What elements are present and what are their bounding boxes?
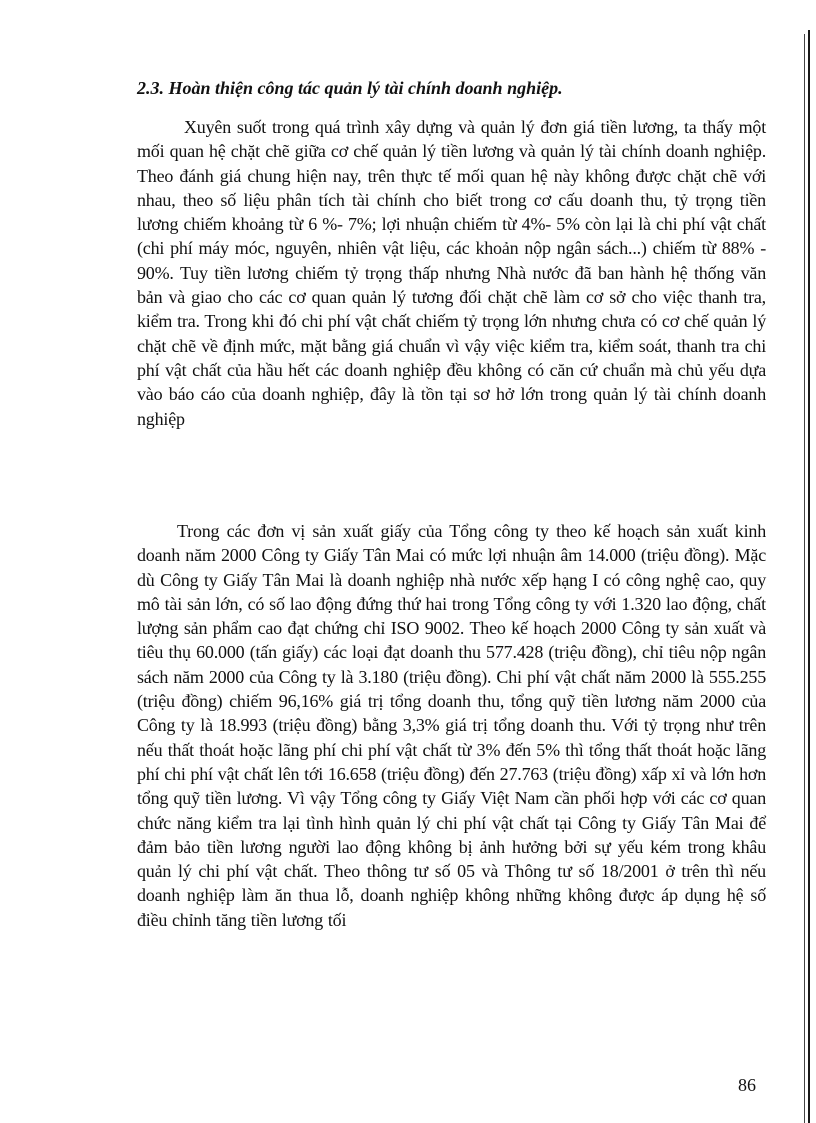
paragraph-2: Trong các đơn vị sản xuất giấy của Tổng công ty theo kế hoạch sản xuất kinh doanh năm 2000 Công ty Giấy Tân Mai có mức lợi nhuận âm 14.000 (triệu đồng). Mặc dù Công ty Giấy Tân Mai là doanh nghiệp nhà nước xếp hạng I có công nghệ cao, quy mô tài sản lớn, có số lao động đứng thứ hai trong Tổng công ty với 1.320 lao động, chất lượng sản phẩm cao đạt chứng chỉ ISO 9002. Theo kế hoạch 2000 Công ty sản xuất và tiêu thụ 60.000 (tấn giấy) các loại đạt doanh thu 577.428 (triệu đồng), chỉ tiêu nộp ngân sách năm 2000 của Công ty là 3.180 (triệu đồng). Chi phí vật chất năm 2000 là 555.255 (triệu đồng) chiếm 96,16% giá trị tổng doanh thu, tổng quỹ tiền lương năm 2000 của Công ty là 18.993 (triệu đồng) bằng 3,3% giá trị tổng doanh thu. Với tỷ trọng như trên nếu thất thoát hoặc lãng phí chi phí vật chất từ 3% đến 5% thì tổng thất thoát hoặc lãng phí chi phí vật chất lên tới 16.658 (triệu đồng) đến 27.763 (triệu đồng) xấp xỉ và lớn hơn tổng quỹ tiền lương. Vì vậy Tổng công ty Giấy Việt Nam cần phối hợp với các cơ quan chức năng kiểm tra lại tình hình quản lý chi phí vật chất tại Công ty Giấy Tân Mai để đảm bảo tiền lương người lao động không bị ảnh hưởng bởi sự yếu kém trong khâu quản lý chi phí vật chất. Theo thông tư số 05 và Thông tư số 18/2001 ở trên thì nếu doanh nghiệp làm ăn thua lỗ, doanh nghiệp không những không được áp dụng hệ số điều chỉnh tăng tiền lương tối: [137, 521, 766, 930]
page-border-right: [808, 30, 810, 1123]
section-heading: 2.3. Hoàn thiện công tác quản lý tài chính doanh nghiệp.: [137, 78, 563, 98]
page-border-right-inner: [804, 34, 805, 1123]
paragraph-1: Xuyên suốt trong quá trình xây dựng và quản lý đơn giá tiền lương, ta thấy một mối quan hệ chặt chẽ giữa cơ chế quản lý tiền lương và quản lý tài chính doanh nghiệp. Theo đánh giá chung hiện nay, trên thực tế mối quan hệ này không được chặt chẽ với nhau, theo số liệu phân tích tài chính cho biết trong cơ cấu doanh thu, tỷ trọng tiền lương chiếm khoảng từ 6 %- 7%; lợi nhuận chiếm từ 4%- 5% còn lại là chi phí vật chất (chi phí máy móc, nguyên, nhiên vật liệu, các khoản nộp ngân sách...) chiếm từ 88% - 90%. Tuy tiền lương chiếm tỷ trọng thấp nhưng Nhà nước đã ban hành hệ thống văn bản và giao cho các cơ quan quản lý tương đối chặt chẽ làm cơ sở cho việc thanh tra, kiểm tra. Trong khi đó chi phí vật chất chiếm tỷ trọng lớn nhưng chưa có cơ chế quản lý chặt chẽ về định mức, mặt bằng giá chuẩn vì vậy việc kiểm tra, kiểm soát, thanh tra chi phí vật chất của hầu hết các doanh nghiệp đều không có căn cứ chuẩn mà chủ yếu dựa vào báo cáo của doanh nghiệp, đây là tồn tại sơ hở lớn trong quản lý tài chính doanh nghiệp: [137, 117, 766, 429]
page-number: 86: [738, 1075, 756, 1095]
